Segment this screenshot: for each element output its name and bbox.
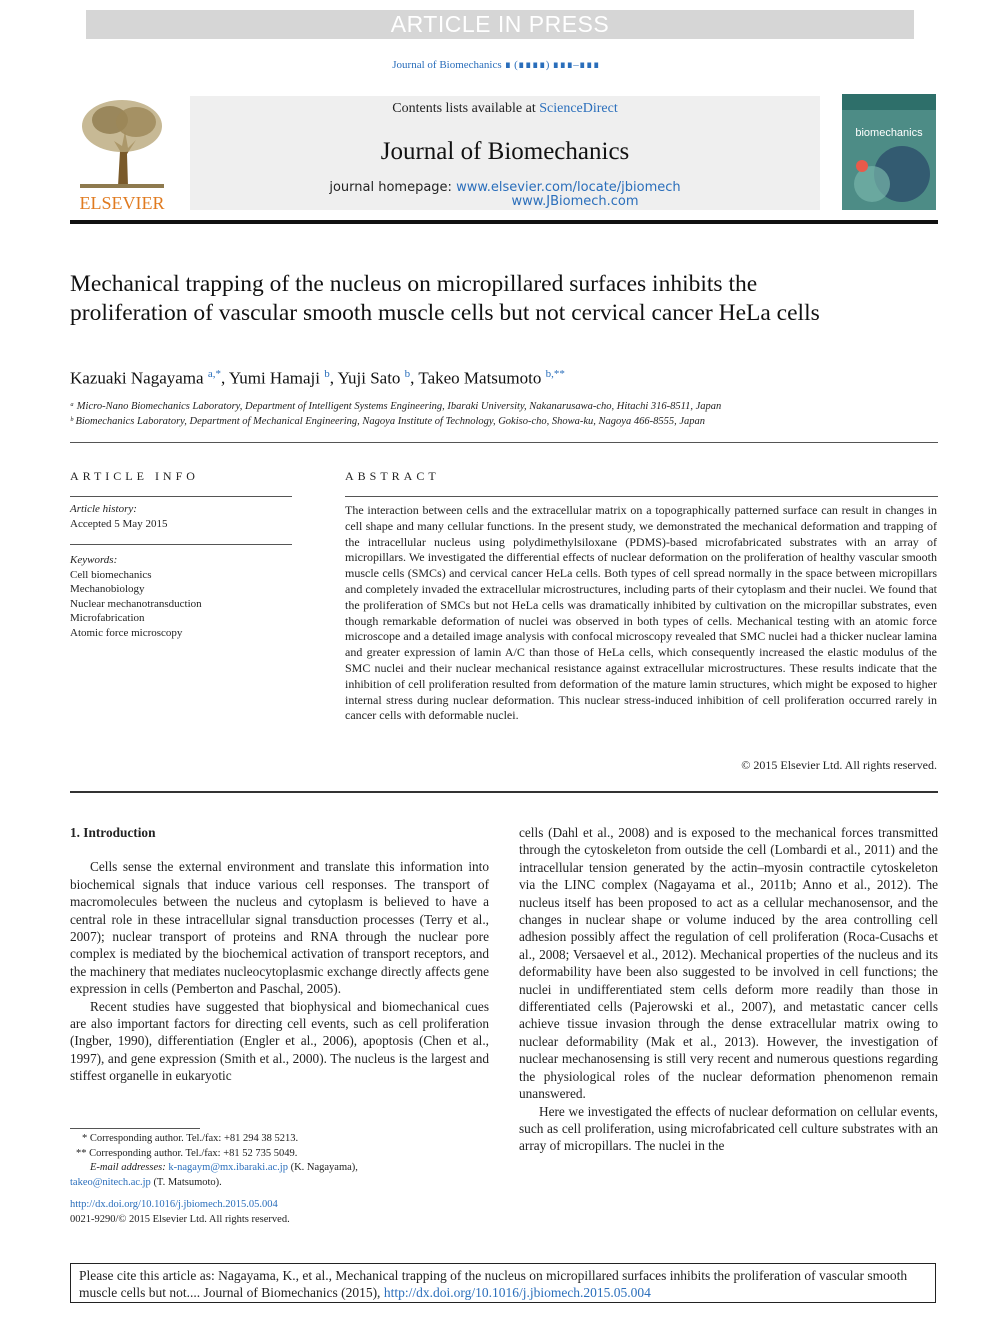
journal-title: Journal of Biomechanics [380,138,630,165]
affiliation-a: ᵃ Micro-Nano Biomechanics Laboratory, Department of Intelligent Systems Engineering, Ibaraki University, Nakanarusawa-cho, Hitachi 316-8511, Japan [70,401,722,412]
journal-masthead [190,96,820,210]
affiliation-b: ᵇ Biomechanics Laboratory, Department of Mechanical Engineering, Nagoya Institute of Technology, Gokiso-cho, Showa-ku, Nagoya 466-8555, Japan [70,416,705,427]
footnote-divider [70,1128,200,1129]
article-history: Article history: Accepted 5 May 2015 [70,503,168,530]
author-sup[interactable]: b,** [545,368,565,380]
email-link-1[interactable]: k-nagaym@mx.ibaraki.ac.jp [168,1162,288,1173]
keyword-item: Nuclear mechanotransduction [70,597,202,610]
elsevier-tree-icon [70,96,174,212]
paragraph: cells (Dahl et al., 2008) and is exposed to the mechanical forces transmitted through the cytoskeleton from outside the cell (Lombardi et al., 2011) and the intracellular tension generated by the actin–myosin contractile cytoskeleton via the LINC complex (Nagayama et al., 2011b; Anno et al., 2012). The nucleus itself has been proposed to act as a cellular mechanosensor, and the changes in nuclear shape or volume induced by the area controlling cell adhesion possibly affect the regulation of cell proliferation (Roca-Cusachs et al., 2008; Versaevel et al., 2012). Mechanical properties of the nucleus and its deformability have been also suggested to be involved in cell functions; the nuclei in undifferentiated stem cells deform more readily than those in differentiated cells (Pajerowski et al., 2007), and metastatic cancer cells achieve tissue invasion through the dense extracellular matrix owing to nuclear deformability (Mak et al., 2013). However, the investigation of nuclear mechanosensing is still very recent and numerous questions regarding the physiological roles of the nuclear deformation phenomenon remain unanswered. [519,825,938,1102]
keyword-item: Atomic force microscopy [70,626,183,639]
email-link-2[interactable]: takeo@nitech.ac.jp [70,1176,151,1188]
copyright-notice: © 2015 Elsevier Ltd. All rights reserved. [741,758,937,772]
journal-homepage: journal homepage: www.elsevier.com/locate/jbiomech www.JBiomech.com [329,180,681,209]
author-sup[interactable]: b [404,368,411,380]
keywords-divider [70,544,292,545]
paragraph: Recent studies have suggested that biophysical and biomechanical cues are also important factors for directing cell events, such as cell proliferation (Ingber, 1990), differentiation (Engler et al., 2006), apoptosis (Chen et al., 1997), and gene expression (Smith et al., 2000). The nucleus is the largest and stiffest organelle in eukaryotic [70,998,489,1084]
author-list: Kazuaki Nagayama $^{a,*}$, Yumi Hamaji $^b$, Yuji Sato $^b$, Takeo Matsumoto $^{b,**}$ [70,368,565,388]
journal-reference[interactable]: Journal of Biomechanics ∎ (∎∎∎∎) ∎∎∎–∎∎∎ [392,59,600,71]
email-line-2: takeo@nitech.ac.jp (T. Matsumoto). [70,1176,222,1188]
author-name[interactable]: Takeo Matsumoto [418,368,542,388]
abstract-heading: ABSTRACT [345,469,440,483]
keyword-item: Mechanobiology [70,583,145,595]
author-name[interactable]: Kazuaki Nagayama [70,368,204,388]
homepage-link-1[interactable]: www.elsevier.com/locate/jbiomech [456,180,681,195]
article-info-divider [70,496,292,497]
doi-link[interactable]: http://dx.doi.org/10.1016/j.jbiomech.2015.05.004 [70,1199,278,1210]
corresponding-author-2: ** Corresponding author. Tel./fax: +81 52 735 5049. [76,1147,298,1159]
cover-title: biomechanics [855,127,923,139]
body-right-column [519,824,938,1155]
author-name[interactable]: Yuji Sato [337,368,401,388]
elsevier-logo[interactable] [70,96,174,212]
keyword-item: Cell biomechanics [70,568,152,581]
paragraph: Cells sense the external environment and translate this information into biochemical signals that induce various cell responses. The transport of macromolecules between the nucleus and cytoplasm is believed to have a central role in these intracellular signal transduction processes (Terry et al., 2007); nuclear transport of proteins and RNA through the nuclear pore complex is mediated by the biochemical activation of transport receptors, and the machinery that mediates nucleocytoplasmic exchange directly affects gene expression in cells (Pemberton and Paschal, 2005). [70,859,489,997]
keyword-item: Microfabrication [70,612,145,624]
issn-line: 0021-9290/© 2015 Elsevier Ltd. All rights reserved. [70,1213,290,1225]
section-heading: 1. Introduction [70,825,156,840]
author-sup[interactable]: a,* [207,368,221,380]
citation-box [70,1263,936,1303]
abstract-bottom-divider [70,791,938,793]
abstract-text: The interaction between cells and the extracellular matrix on a topographically patterned surface can result in changes in cell shape and many cellular functions. In the present study, we demonstrated the mechanical deformation and trapping of the intracellular nucleus using polydimethylsiloxane (PDMS)-based microfabricated substrates with an array of micropillars. We investigated the differential effects of nuclear deformation on the proliferation of healthy vascular smooth muscle cells (SMCs) and cervical cancer HeLa cells. Both types of cell spread normally in the space between micropillars and completely invaded the extracellular microstructures, including parts of their cytoplasm and their nuclei. We found that the proliferation of SMCs but not HeLa cells was dramatically inhibited by cultivation on the micropillar substrates, even though remarkable deformation of nuclei was observed in both types of cells. Mechanical testing with an atomic force microscope and a detailed image analysis with confocal microscopy revealed that SMC nuclei had a thicker nuclear lamina and greater expression of lamin A/C than those of HeLa cells, which consequently increased the elastic modulus of the SMC nuclei and their nuclear mechanical resistance against extracellular microstructures. These results indicate that the inhibition of cell proliferation resulted from deformation of the mature lamin structures, which might be exposed to higher internal stress during nuclear deformation. This nuclear stress-induced inhibition of cell proliferation occurred rarely in cancer cells with deformable nuclei. [345,503,937,723]
paragraph: Here we investigated the effects of nuclear deformation on cellular events, such as cell proliferation, using microfabricated cell culture substrates with an array of micropillars. The nuclei in the [519,1103,938,1154]
article-title: Mechanical trapping of the nucleus on micropillared surfaces inhibits the proliferation of vascular smooth muscle cells but not cervical cancer HeLa cells [70,271,820,326]
author-name[interactable]: Yumi Hamaji [228,368,320,388]
corresponding-author-1: * Corresponding author. Tel./fax: +81 294 38 5213. [82,1133,299,1144]
citation-text: Please cite this article as: Nagayama, K., et al., Mechanical trapping of the nucleus on micropillared surfaces inhibits the proliferation of vascular smooth muscle cells but not.... Journal of Biomechanics (2015), [79,1268,908,1300]
sciencedirect-link[interactable]: ScienceDirect [539,101,618,116]
abstract-divider [345,496,938,497]
body-left-column [70,824,489,1085]
author-sup[interactable]: b [324,368,330,380]
article-info-heading: ARTICLE INFO [70,469,199,483]
contents-line: Contents lists available at ScienceDirect [392,101,618,116]
keywords-block: Keywords: Cell biomechanics Mechanobiology Nuclear mechanotransduction Microfabrication Atomic force microscopy [70,554,202,639]
journal-cover-image [842,94,936,210]
publisher-name: ELSEVIER [79,193,165,212]
email-line: E-mail addresses: k-nagaym@mx.ibaraki.ac.jp (K. Nagayama), [90,1162,358,1173]
footnotes [70,1132,489,1227]
header-divider [70,220,938,224]
article-in-press-banner: ARTICLE IN PRESS [86,10,914,39]
homepage-link-2[interactable]: www.JBiomech.com [511,194,639,209]
journal-cover-thumbnail[interactable] [842,94,936,210]
citation-doi-link[interactable]: http://dx.doi.org/10.1016/j.jbiomech.2015.05.004 [383,1285,651,1300]
affiliation-divider [70,442,938,443]
